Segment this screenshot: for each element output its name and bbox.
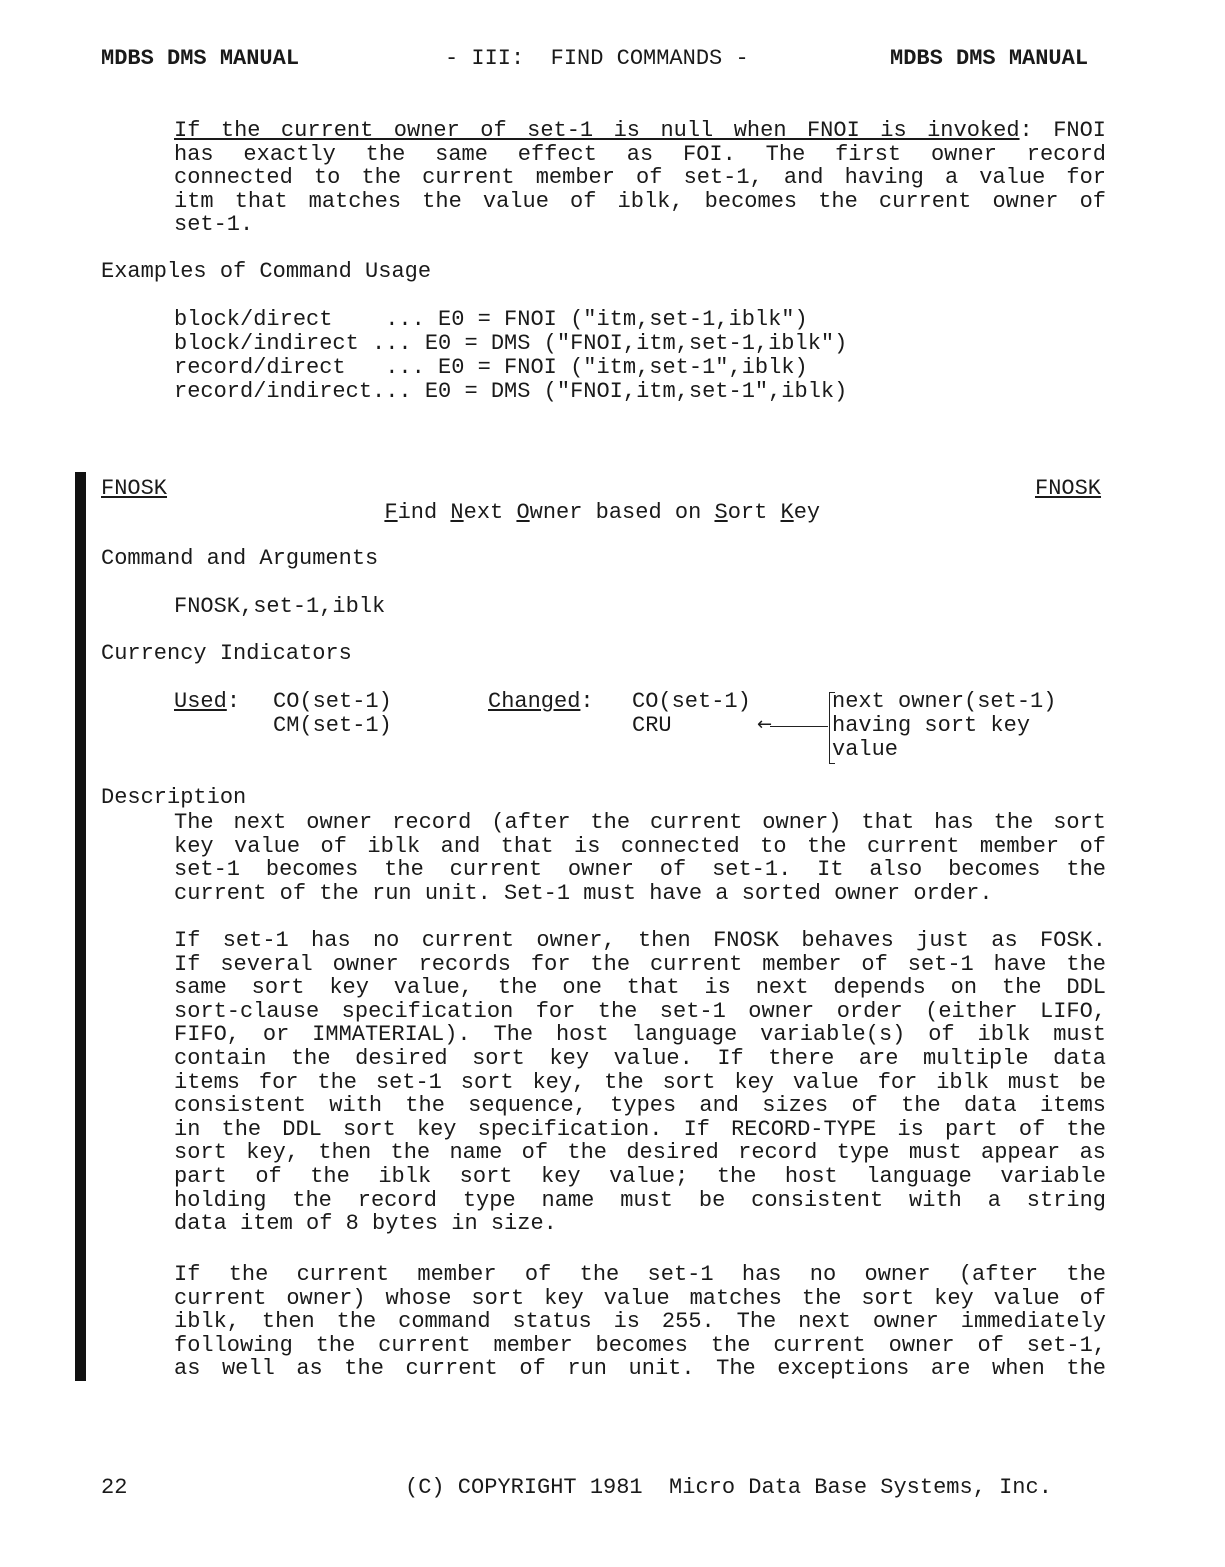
command-name-left: FNOSK [101,476,168,501]
used-item-1: CO(set-1) [273,689,392,714]
intro-line-2: has exactly the same effect as FOI. The first owner record [174,142,1106,167]
example-row-3: record/direct ... E0 = FNOI ("itm,set-1",iblk) [174,355,808,380]
note-line-1: next owner(set-1) [832,689,1057,714]
args-syntax: FNOSK,set-1,iblk [174,594,386,619]
example-row-2: block/indirect ... E0 = DMS ("FNOI,itm,set-1,iblk") [174,331,848,356]
example-row-1: block/direct ... E0 = FNOI ("itm,set-1,iblk") [174,307,808,332]
used-label: Used: [174,689,241,714]
used-item-2: CM(set-1) [273,713,392,738]
changed-label: Changed: [488,689,594,714]
example-row-4: record/indirect... E0 = DMS ("FNOI,itm,set-1",iblk) [174,379,848,404]
changed-item-1: CO(set-1) [632,689,751,714]
copyright-notice: (C) COPYRIGHT 1981 Micro Data Base Systems, Inc. [405,1475,1052,1500]
intro-line-1: If the current owner of set-1 is null when FNOI is invoked: FNOI [174,119,1106,143]
intro-lead: If the current owner of set-1 is null when FNOI is invoked [174,119,1020,143]
intro-line-4: itm that matches the value of iblk, becomes the current owner of [174,189,1106,214]
currency-heading: Currency Indicators [101,641,352,666]
bracket-bottom-tick [829,763,835,764]
change-bar [75,472,86,1381]
command-name-right: FNOSK [1035,476,1102,501]
intro-line-5: set-1. [174,213,254,237]
changed-item-2: CRU [632,713,672,738]
header-center: - III: FIND COMMANDS - [445,46,749,71]
command-title: Find Next Owner based on Sort Key [384,499,821,525]
arrow-shaft [770,726,828,727]
args-heading: Command and Arguments [101,546,379,571]
header-right: MDBS DMS MANUAL [890,46,1089,71]
description-paragraph-2: If set-1 has no current owner, then FNOSK behaves just as FOSK. If several owner records for the current member of set-1 have the same sort key value, the one that is next depends on the DDL sort-clause specification for the set-1 owner order (either LIFO, FIFO, or IMMATERIAL). The host language variable(s) of iblk must contain the desired sort key value. If there are multiple data items for the set-1 sort key, the sort key value for iblk must be consistent with the sequence, types and sizes of the data items in the DDL sort key specification. If RECORD-TYPE is part of the sort key, then the name of the desired record type must appear as part of the iblk sort key value; the host language variable holding the record type name must be consistent with a string data item of 8 bytes in size. [174,929,1106,1236]
page-number: 22 [101,1475,128,1500]
description-paragraph-3: If the current member of the set-1 has no owner (after the current owner) whose sort key value matches the sort key value of iblk, then the command status is 255. The next owner immediately following the current member becomes the current owner of set-1, as well as the current of run unit. The exceptions are when the [174,1263,1106,1381]
examples-heading: Examples of Command Usage [101,259,432,284]
note-line-2: having sort key [832,713,1031,738]
intro-paragraph [174,119,1106,237]
description-heading: Description [101,785,247,810]
intro-line-3: connected to the current member of set-1, and having a value for [174,166,1106,190]
description-paragraph-1: The next owner record (after the current owner) that has the sort key value of iblk and that is connected to the current member of set-1 becomes the current owner of set-1. It also becomes the current of the run unit. Set-1 must have a sorted owner order. [174,811,1106,906]
header-left: MDBS DMS MANUAL [101,46,300,71]
arrow-head-icon: ← [757,714,773,735]
note-line-3: value [832,737,899,762]
bracket [829,692,830,764]
